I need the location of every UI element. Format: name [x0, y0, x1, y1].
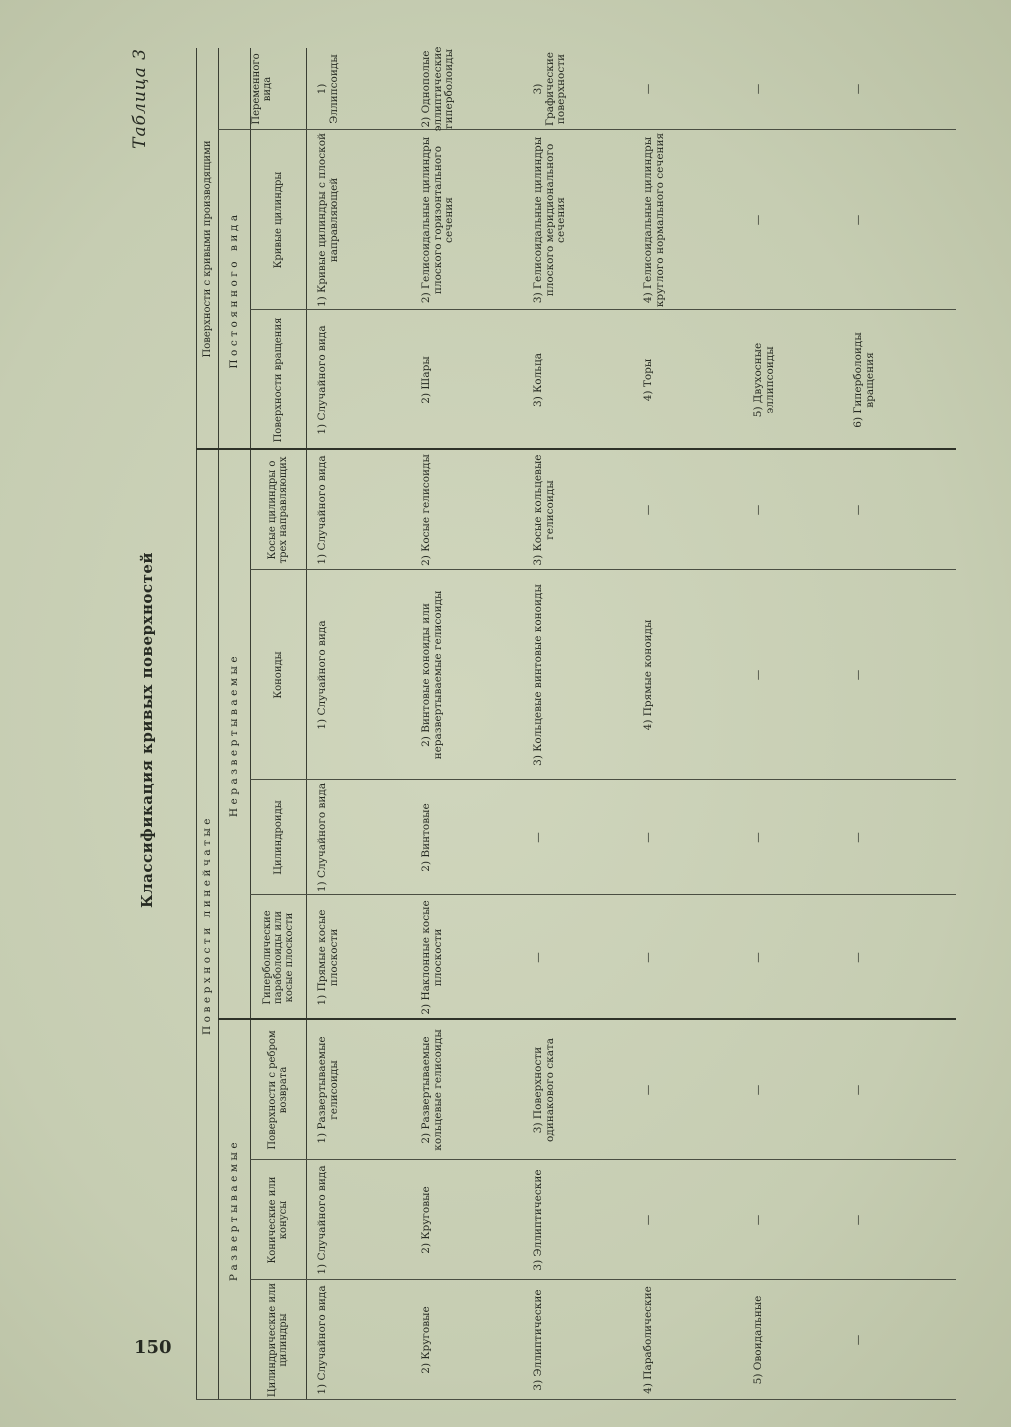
column-header: Коноиды — [272, 651, 284, 699]
col-divider — [218, 1018, 956, 1020]
col-divider — [196, 1399, 956, 1400]
table-cell: 1) Случайного вида — [316, 1285, 328, 1395]
table-cell: — — [752, 1084, 764, 1096]
table-cell: 3) Гелисоидальные цилиндры плоского меридионального сечения — [532, 136, 567, 304]
column-header: Поверхности с ребром возврата — [267, 1030, 289, 1150]
table-cell: — — [852, 1214, 864, 1226]
table-cell: 3) Эллиптические — [532, 1289, 544, 1391]
column-header: Косые цилиндры о трех направляющих — [267, 456, 289, 564]
table-cell: 2) Шары — [420, 356, 432, 404]
col-divider — [196, 448, 956, 450]
header-constant-kind: Постоянного вида — [227, 211, 240, 369]
table-cell: 3) Кольцевые винтовые коноиды — [532, 584, 544, 766]
column-header: Конические или конусы — [267, 1176, 289, 1264]
column-header: Поверхности вращения — [272, 317, 284, 443]
column-header: Гиперболические параболоиды или косые плоскости — [261, 910, 295, 1005]
table-cell: — — [852, 1334, 864, 1346]
header-developable: Развертываемые — [227, 1138, 240, 1282]
table-cell: — — [752, 504, 764, 516]
col-divider — [250, 779, 956, 780]
table-cell: — — [752, 952, 764, 963]
column-header: Цилиндрические или цилиндры — [267, 1282, 289, 1398]
table-cell: 2) Косые гелисоиды — [420, 454, 432, 566]
table-cell: 1) Развертываемые гелисоиды — [316, 1036, 340, 1144]
table-cell: — — [852, 504, 864, 516]
col-divider — [250, 1159, 956, 1160]
table-cell: 2) Круговые — [420, 1186, 432, 1254]
column-header: Кривые цилиндры — [272, 171, 284, 269]
table-cell: 3) Кольца — [532, 353, 544, 407]
table-cell: 1) Случайного вида — [316, 1165, 328, 1275]
table-cell: — — [852, 669, 864, 681]
table-cell: 5) Овоидальные — [752, 1295, 764, 1385]
table-cell: 2) Гелисоидальные цилиндры плоского горизонтального сечения — [420, 136, 455, 304]
table-cell: — — [752, 83, 764, 95]
table-cell: — — [752, 832, 764, 843]
column-header-rule — [306, 48, 307, 1400]
col-divider — [250, 894, 956, 895]
subgroup-header-rule — [250, 48, 251, 1400]
table-cell: 1) Случайного вида — [316, 325, 328, 435]
table-cell: — — [642, 952, 654, 963]
table-cell: — — [852, 832, 864, 843]
table-cell: — — [852, 214, 864, 226]
table-cell: — — [642, 1084, 654, 1096]
col-divider — [250, 309, 956, 310]
header-nondevelopable: Неразвертываемые — [227, 652, 240, 818]
table-cell: 3) Поверхности одинакового ската — [532, 1037, 556, 1143]
table-cell: 1) Кривые цилиндры с плоской направляющей — [316, 132, 340, 308]
table-cell: 2) Наклонные косые плоскости — [420, 900, 444, 1015]
table-cell: 1) Случайного вида — [316, 455, 328, 565]
table-number-label: Таблица 3 — [130, 48, 150, 149]
column-header: Цилиндроиды — [272, 800, 284, 875]
col-divider — [218, 129, 956, 130]
page-number: 150 — [134, 1337, 172, 1358]
table-cell: — — [532, 952, 544, 963]
table-cell: 3) Косые кольцевые гелисоиды — [532, 454, 556, 566]
table-title: Классификация кривых поверхностей — [138, 551, 156, 909]
table-cell: — — [642, 1214, 654, 1226]
header-linear-surfaces: Поверхности линейчатые — [200, 814, 213, 1036]
table-cell: — — [642, 83, 654, 95]
rotated-table-area — [130, 40, 990, 1420]
table-cell: 2) Круговые — [420, 1306, 432, 1374]
table-cell: — — [642, 504, 654, 516]
table-cell: 1) Случайного вида — [316, 620, 328, 730]
table-cell: — — [852, 83, 864, 95]
table-cell: — — [752, 1214, 764, 1226]
table-cell: 2) Винтовые — [420, 803, 432, 872]
header-nonlinear-surfaces: Поверхности с кривыми производящими — [201, 140, 213, 358]
table-cell: 4) Прямые коноиды — [642, 619, 654, 731]
table-cell: 6) Гиперболоиды вращения — [852, 332, 876, 428]
col-divider — [250, 569, 956, 570]
col-divider — [250, 1279, 956, 1280]
table-cell: — — [852, 1084, 864, 1096]
table-cell: 3) Графические поверхности — [532, 52, 567, 126]
table-cell: — — [752, 669, 764, 681]
table-cell: 4) Торы — [642, 358, 654, 402]
table-cell: 2) Однополые эллиптические гиперболоиды — [420, 46, 455, 132]
header-variable-kind: Переменного вида — [251, 53, 273, 125]
table-cell: 2) Винтовые коноиды или неразвертываемые гелисоиды — [420, 590, 444, 760]
table-cell: 1) Случайного вида — [316, 782, 328, 893]
table-cell: — — [852, 952, 864, 963]
table-cell: 4) Гелисоидальные цилиндры круглого нормального сечения — [642, 132, 666, 308]
table-cell: 1) Прямые косые плоскости — [316, 909, 340, 1006]
table-cell: 1) Эллипсоиды — [316, 54, 340, 124]
table-cell: 3) Эллиптические — [532, 1169, 544, 1271]
table-cell: — — [642, 832, 654, 843]
table-cell: 2) Развертываемые кольцевые гелисоиды — [420, 1029, 444, 1151]
table-cell: 5) Двухосные эллипсоиды — [752, 342, 776, 418]
table-cell: — — [752, 214, 764, 226]
table-cell: — — [532, 832, 544, 843]
table-cell: 4) Параболические — [642, 1286, 654, 1394]
